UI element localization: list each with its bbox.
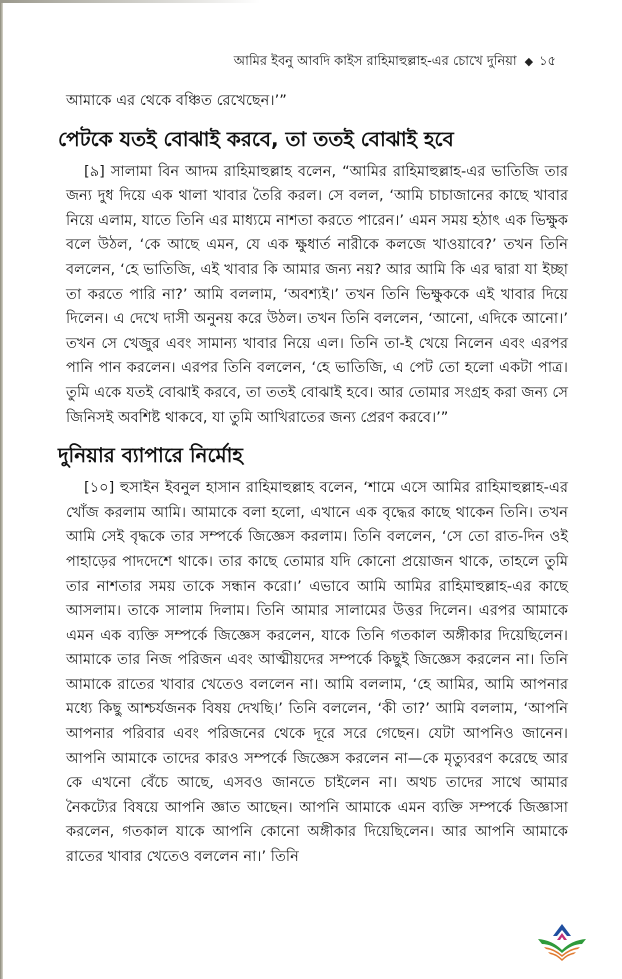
opening-line: আমাকে এর থেকে বঞ্চিত রেখেছেন।’”	[66, 92, 287, 109]
section-heading: দুনিয়ার ব্যাপারে নির্মোহ	[58, 443, 243, 468]
publisher-book-logo-icon	[536, 922, 588, 962]
section-paragraph: [৯] সালামা বিন আদম রাহিমাহুল্লাহ বলেন, “আমির রাহিমাহুল্লাহ-এর ভাতিজি তার জন্য দুধ দিয়ে এক থালা খাবার তৈরি করল। সে বলল, ‘আমি চাচাজানের কাছে খাবার নিয়ে এলাম, যাতে তিনি এর মাধ্যমে নাশতা করতে পারেন।’ এমন সময় হঠাৎ এক ভিক্ষুক বলে উঠল, ‘কে আছে এমন, যে এক ক্ষুধার্ত নারীকে কলজে খাওয়াবে?’ তখন তিনি বললেন, ‘হে ভাতিজি, এই খাবার কি আমার জন্য নয়? আর আমি কি এর দ্বারা যা ইচ্ছা তা করতে পারি না?’ আমি বললাম, ‘অবশ্যই।’ তখন তিনি ভিক্ষুককে এই খাবার দিয়ে দিলেন। এ দেখে দাসী অনুনয় করে উঠল। তখন তিনি বললেন, ‘আনো, এদিকে আনো।’ তখন সে খেজুর এবং সামান্য খাবার নিয়ে এল। তিনি তা-ই খেয়ে নিলেন এবং এরপর পানি পান করলেন। এরপর তিনি বললেন, ‘হে ভাতিজি, এ পেট তো হলো একটা পাত্র। তুমি একে যতই বোঝাই করবে, তা ততই বোঝাই হবে। আর তোমার সংগ্রহ করা জন্য সে জিনিসই অবশিষ্ট থাকবে, যা তুমি আখিরাতের জন্য প্রেরণ করবে।’”	[66, 162, 568, 426]
page-edge-left	[0, 0, 3, 979]
page-content	[58, 89, 568, 870]
logo-book-green	[538, 939, 586, 953]
section-1	[58, 124, 568, 431]
running-header	[234, 52, 556, 73]
section-paragraph: [১০] হুসাইন ইবনুল হাসান রাহিমাহুল্লাহ বলেন, ‘শামে এসে আমির রাহিমাহুল্লাহ-এর খোঁজ করলাম আমি। আমাকে বলা হলো, এখানে এক বৃদ্ধের কাছে থাকেন তিনি। তখন আমি সেই বৃদ্ধকে তার সম্পর্কে জিজ্ঞেস করলাম। তিনি বললেন, ‘সে তো রাত-দিন ওই পাহাড়ের পাদদেশে থাকে। তার কাছে তোমার যদি কোনো প্রয়োজন থাকে, তাহলে তুমি তার নাশতার সময় তাকে সন্ধান করো।’ এভাবে আমি আমির রাহিমাহুল্লাহ-এর কাছে আসলাম। তাকে সালাম দিলাম। তিনি আমার সালামের উত্তর দিলেন। এরপর আমাকে এমন এক ব্যক্তি সম্পর্কে জিজ্ঞেস করলেন, যাকে তিনি গতকাল অঙ্গীকার দিয়েছিলেন। আমাকে তার নিজ পরিজন এবং আত্মীয়দের সম্পর্কে কিছুই জিজ্ঞেস করলেন না। তিনি আমাকে রাতের খাবার খেতেও বললেন না। আমি বললাম, ‘হে আমির, আমি আপনার মধ্যে কিছু আশ্চর্যজনক বিষয় দেখছি।’ তিনি বললেন, ‘কী তা?’ আমি বললাম, ‘আপনি আপনার পরিবার এবং পরিজনের থেকে দূরে সরে গেছেন। যেটা আপনিও জানেন। আপনি আমাকে তাদের কারও সম্পর্কে জিজ্ঞেস করলেন না—কে মৃত্যুবরণ করেছে আর কে এখনো বেঁচে আছে, এসবও জানতে চাইলেন না। অথচ তাদের সাথে আমার নৈকট্যের বিষয়ে আপনি জ্ঞাত আছেন। আপনি আমাকে এমন ব্যক্তি সম্পর্কে জিজ্ঞাসা করলেন, গতকাল যাকে আপনি কোনো অঙ্গীকার দিয়েছিলেন। আর আপনি আমাকে রাতের খাবার খেতেও বললেন না।’ তিনি	[66, 479, 568, 866]
running-title: আমির ইবনু আবদি কাইস রাহিমাহুল্লাহ-এর চোখে দুনিয়া	[233, 54, 517, 69]
section-heading: পেটকে যতই বোঝাই করবে, তা ততই বোঝাই হবে	[58, 126, 454, 151]
section-2	[58, 440, 568, 870]
diamond-icon: ◆	[524, 55, 534, 68]
page-number: ১৫	[539, 54, 556, 69]
page-edge-top	[0, 0, 260, 3]
